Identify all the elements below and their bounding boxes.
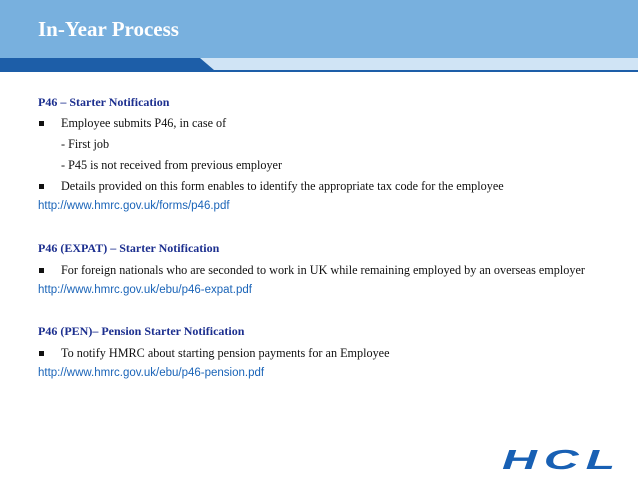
square-bullet-icon bbox=[39, 268, 44, 273]
section-heading-p46-expat: P46 (EXPAT) – Starter Notification bbox=[38, 241, 220, 255]
bullet-text: Details provided on this form enables to identify the appropriate tax code for the employee bbox=[61, 179, 504, 193]
bullet-item bbox=[38, 263, 585, 278]
link-p46-pension-pdf[interactable]: http://www.hmrc.gov.uk/ebu/p46-pension.pdf bbox=[38, 367, 265, 379]
square-bullet-icon bbox=[39, 184, 44, 189]
square-bullet-icon bbox=[39, 121, 44, 126]
logo-text: HCL bbox=[502, 446, 622, 472]
sub-item: - First job bbox=[61, 137, 110, 151]
bullet-item bbox=[38, 346, 390, 361]
bullet-item bbox=[38, 179, 504, 194]
hcl-logo bbox=[500, 446, 626, 472]
bullet-text: To notify HMRC about starting pension payments for an Employee bbox=[61, 346, 390, 360]
square-bullet-icon bbox=[39, 351, 44, 356]
header-accent-band bbox=[0, 58, 638, 72]
sub-item: - P45 is not received from previous employer bbox=[61, 158, 283, 172]
bullet-text: For foreign nationals who are seconded to work in UK while remaining employed by an overseas employer bbox=[61, 263, 585, 277]
link-p46-pdf[interactable]: http://www.hmrc.gov.uk/forms/p46.pdf bbox=[38, 200, 230, 212]
section-heading-p46: P46 – Starter Notification bbox=[38, 95, 170, 109]
section-heading-p46-pen: P46 (PEN)– Pension Starter Notification bbox=[38, 324, 245, 338]
title-bar bbox=[0, 0, 638, 58]
link-p46-expat-pdf[interactable]: http://www.hmrc.gov.uk/ebu/p46-expat.pdf bbox=[38, 284, 252, 296]
page-title: In-Year Process bbox=[38, 17, 179, 41]
bullet-item bbox=[38, 116, 226, 131]
bullet-text: Employee submits P46, in case of bbox=[61, 116, 227, 130]
